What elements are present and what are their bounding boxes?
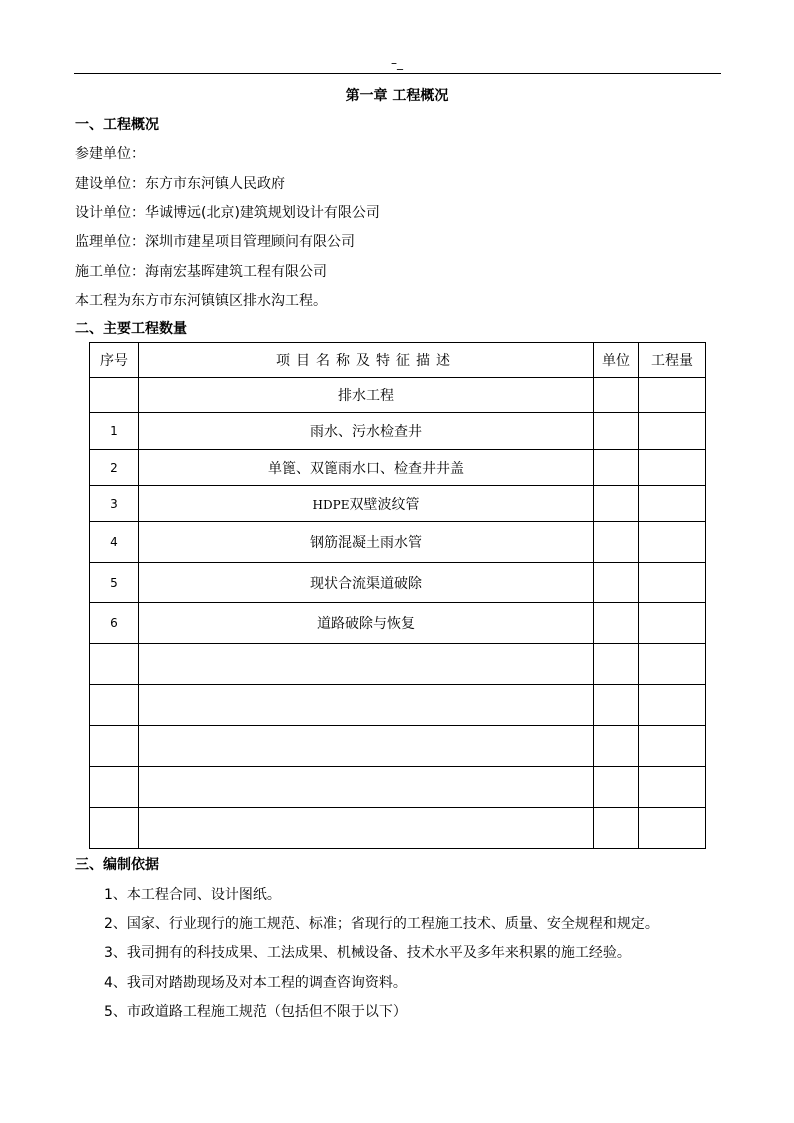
row-description [139, 685, 594, 726]
row-quantity [639, 563, 706, 603]
row-quantity [639, 486, 706, 522]
header-cell-unit: 单位 [594, 343, 639, 378]
row-no: 4 [90, 522, 139, 563]
row-unit [594, 726, 639, 767]
row-unit [594, 522, 639, 563]
basis-item: 3、我司拥有的科技成果、工法成果、机械设备、技术水平及多年来积累的施工经验。 [104, 945, 631, 961]
row-quantity [639, 603, 706, 644]
table-row [90, 603, 706, 644]
section-heading-basis: 三、编制依据 [75, 857, 159, 873]
table-row [90, 685, 706, 726]
row-unit [594, 486, 639, 522]
row-no: 5 [90, 563, 139, 603]
table-row [90, 522, 706, 563]
row-unit [594, 767, 639, 808]
row-no [90, 644, 139, 685]
row-no: 1 [90, 413, 139, 450]
row-description: 道路破除与恢复 [139, 603, 594, 644]
row-quantity [639, 413, 706, 450]
row-description [139, 486, 594, 522]
header-cell-no: 序号 [90, 343, 139, 378]
row-quantity [639, 522, 706, 563]
table-row [90, 563, 706, 603]
row-quantity [639, 685, 706, 726]
row-unit [594, 450, 639, 486]
header-divider [74, 73, 721, 74]
row-description [139, 808, 594, 849]
row-description: 现状合流渠道破除 [139, 563, 594, 603]
row-quantity [639, 378, 706, 413]
row-quantity [639, 767, 706, 808]
basis-item: 5、市政道路工程施工规范（包括但不限于以下） [104, 1004, 407, 1020]
row-no [90, 685, 139, 726]
basis-item: 4、我司对踏勘现场及对本工程的调查咨询资料。 [104, 975, 407, 991]
construction-unit-line: 施工单位：海南宏基晖建筑工程有限公司 [75, 264, 327, 280]
header-cell-quantity: 工程量 [639, 343, 706, 378]
table-row [90, 808, 706, 849]
basis-item: 2、国家、行业现行的施工规范、标准；省现行的工程施工技术、质量、安全规程和规定。 [104, 916, 659, 932]
table-row [90, 767, 706, 808]
table-row [90, 726, 706, 767]
table-row [90, 486, 706, 522]
basis-item: 1、本工程合同、设计图纸。 [104, 887, 281, 903]
row-quantity [639, 726, 706, 767]
row-description: 雨水、污水检查井 [139, 413, 594, 450]
row-no [90, 767, 139, 808]
design-unit-line: 设计单位：华诚博远(北京)建筑规划设计有限公司 [75, 205, 380, 221]
page-header-mark: –_ [391, 56, 403, 70]
row-unit [594, 644, 639, 685]
row-description-prefix: HDPE [312, 497, 350, 512]
row-no: 3 [90, 486, 139, 522]
section-heading-overview: 一、工程概况 [75, 117, 159, 133]
row-no [90, 378, 139, 413]
row-quantity [639, 808, 706, 849]
row-description: 单篦、双篦雨水口、检查井井盖 [139, 450, 594, 486]
row-no [90, 808, 139, 849]
row-description [139, 767, 594, 808]
table-row [90, 450, 706, 486]
table-row [90, 644, 706, 685]
owner-unit-line: 建设单位：东方市东河镇人民政府 [75, 176, 285, 192]
project-description-line: 本工程为东方市东河镇镇区排水沟工程。 [75, 293, 327, 309]
supervision-unit-line: 监理单位：深圳市建星项目管理顾问有限公司 [75, 234, 355, 250]
row-no [90, 726, 139, 767]
table-row [90, 413, 706, 450]
row-unit [594, 808, 639, 849]
header-cell-description: 项目名称及特征描述 [139, 343, 594, 378]
row-description-text: 双壁波纹管 [349, 496, 420, 513]
row-description [139, 644, 594, 685]
row-no: 2 [90, 450, 139, 486]
participants-label: 参建单位： [75, 146, 145, 162]
quantities-table [89, 342, 706, 849]
table-row [90, 378, 706, 413]
chapter-title: 第一章 工程概况 [345, 88, 449, 104]
row-unit [594, 603, 639, 644]
row-unit [594, 563, 639, 603]
section-heading-quantities: 二、主要工程数量 [75, 321, 187, 337]
row-description: 排水工程 [139, 378, 594, 413]
row-unit [594, 378, 639, 413]
row-description: 钢筋混凝土雨水管 [139, 522, 594, 563]
row-no: 6 [90, 603, 139, 644]
table-header-row [90, 343, 706, 378]
row-description [139, 726, 594, 767]
row-quantity [639, 644, 706, 685]
row-unit [594, 685, 639, 726]
row-quantity [639, 450, 706, 486]
row-unit [594, 413, 639, 450]
